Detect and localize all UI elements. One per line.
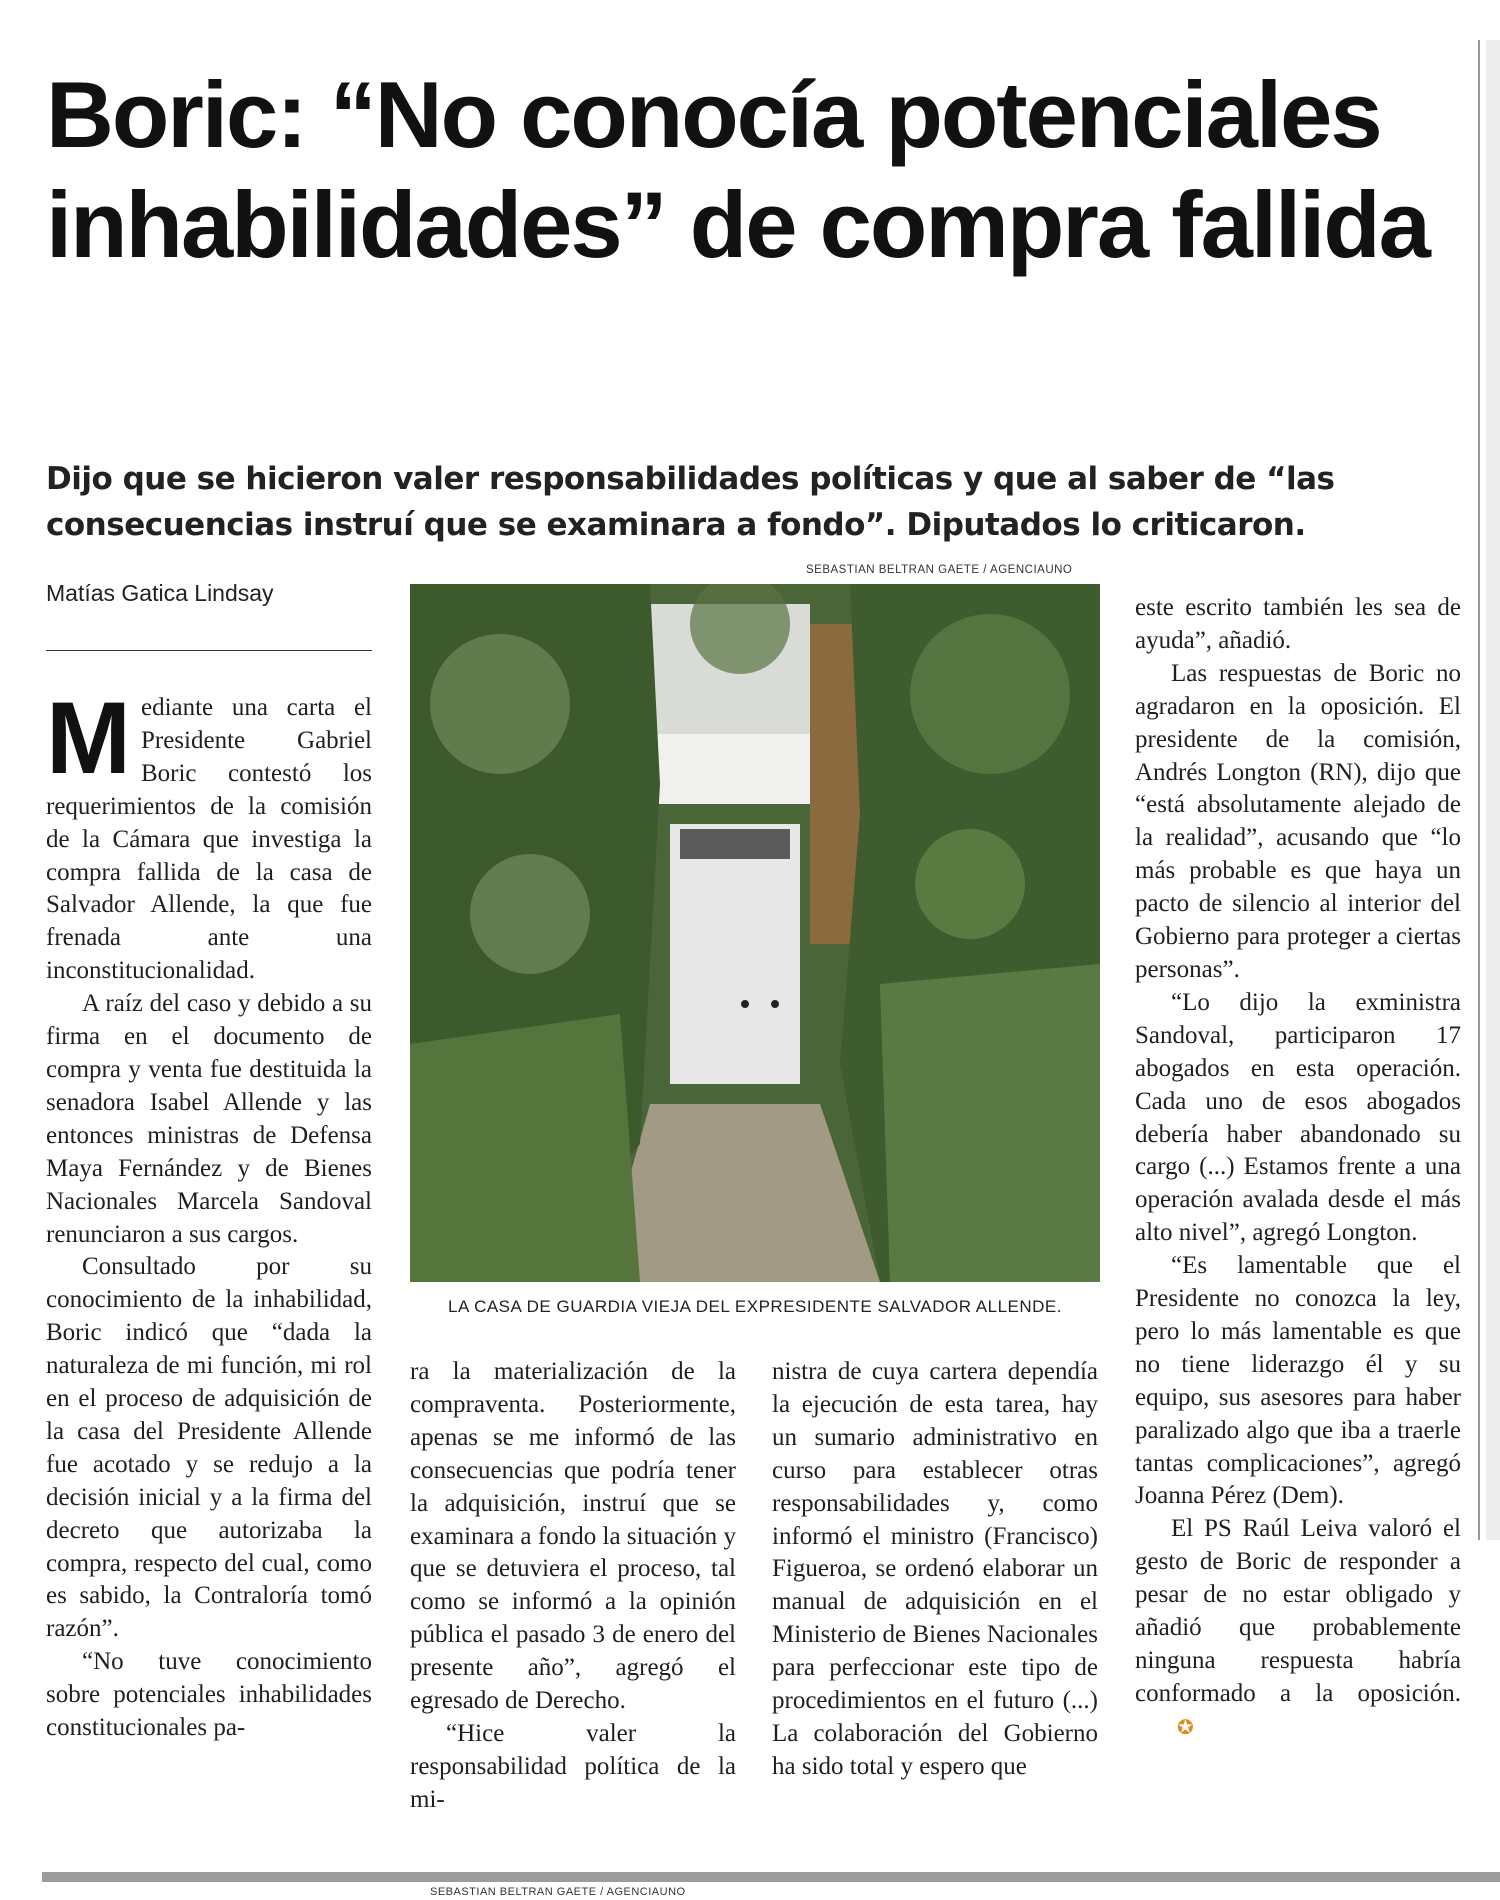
bottom-rule — [42, 1872, 1500, 1882]
byline-divider — [46, 650, 372, 651]
column-divider-rule — [1478, 40, 1480, 1540]
paragraph: “Es lamentable que el Presidente no conozca la ley, pero lo más lamentable es que no tiene liderazgo él y su equipo, sus asesores para haber paralizado algo que iba a traerle tantas complicaciones”, agregó Joanna Pérez (Dem). — [1135, 1252, 1461, 1510]
photo-caption: LA CASA DE GUARDIA VIEJA DEL EXPRESIDENTE SALVADOR ALLENDE. — [447, 1297, 1062, 1316]
paragraph-text: ediante una carta el Presidente Gabriel Boric contestó los requerimientos de la comisión de la Cámara que investiga la compra fallida de la casa de Salvador Allende, la que fue frenada ante una inconstitucionalidad. — [46, 694, 372, 985]
paragraph: nistra de cuya cartera dependía la ejecución de esta tarea, hay un sumario administrativo en curso para establecer otras responsabilidades y, como informó el ministro (Francisco) Figueroa, se ordenó elaborar un manual de adquisición en el Ministerio de Bienes Nacionales para perfeccionar este tipo de procedimientos en el futuro (...) La colaboración del Gobierno ha sido total y espero que — [772, 1358, 1098, 1780]
paragraph: “No tuve conocimiento sobre potenciales inhabilidades constitucionales pa- — [46, 1648, 372, 1742]
paragraph — [1135, 1513, 1461, 1744]
photo-credit: SEBASTIAN BELTRAN GAETE / AGENCIAUNO — [806, 564, 1073, 576]
headline: Boric: “No conocía potenciales inhabilidades” de compra fallida — [46, 62, 1429, 277]
house-photo — [410, 584, 1100, 1282]
house-photo-illustration — [410, 584, 1100, 1282]
paragraph: “Hice valer la responsabilidad política de la mi- — [410, 1719, 736, 1813]
article-column-3 — [772, 1356, 1098, 1784]
deck-subtitle: Dijo que se hicieron valer responsabilidades políticas y que al saber de “las consecuencias instruí que se examinara a fondo”. Diputados lo criticaron. — [46, 461, 1335, 543]
paragraph: Las respuestas de Boric no agradaron en la oposición. El presidente de la comisión, Andrés Longton (RN), dijo que “está absolutamente alejado de la realidad”, acusando que “lo más probable es que haya un pacto de silencio al interior del Gobierno para proteger a ciertas personas”. — [1135, 659, 1461, 983]
paragraph: A raíz del caso y debido a su firma en el documento de compra y venta fue destituida la senadora Isabel Allende y las entonces ministras de Defensa Maya Fernández y de Bienes Nacionales Marcela Sandoval renunciaron a sus cargos. — [46, 990, 372, 1248]
paragraph: este escrito también les sea de ayuda”, añadió. — [1135, 594, 1461, 654]
paragraph: Consultado por su conocimiento de la inhabilidad, Boric indicó que “dada la naturaleza de mi función, mi rol en el proceso de adquisición de la casa del Presidente Allende fue acotado y se redujo a la decisión inicial y a la firma del decreto que autorizaba la compra, respecto del cual, como es sabido, la Contraloría tomó razón”. — [46, 1253, 372, 1643]
page-edge-strip — [1486, 40, 1500, 1540]
paragraph: “Lo dijo la exministra Sandoval, participaron 17 abogados en esta operación. Cada uno de esos abogados debería haber abandonado su cargo (...) Estamos frente a una operación avalada desde el más alto nivel”, agregó Longton. — [1135, 988, 1461, 1247]
drop-cap: M — [46, 681, 131, 795]
article-column-1 — [46, 681, 372, 1745]
byline: Matías Gatica Lindsay — [46, 580, 274, 606]
article-column-2 — [410, 1356, 736, 1817]
bottom-photo-credit: SEBASTIAN BELTRAN GAETE / AGENCIAUNO — [430, 1886, 686, 1898]
article-column-4 — [1135, 592, 1461, 1745]
paragraph: ra la materialización de la compraventa. Posteriormente, apenas se me informó de las consecuencias que podría tener la adquisición, instruí que se examinara a fondo la situación y que se detuviera el proceso, tal como se informó a la opinión pública el pasado 3 de enero del presente año”, agregó el egresado de Derecho. — [410, 1358, 736, 1715]
paragraph — [46, 681, 372, 988]
paragraph-text: El PS Raúl Leiva valoró el gesto de Boric de responder a pesar de no estar obligado y añadió que probablemente ninguna respuesta habría conformado a la oposición. — [1135, 1515, 1461, 1707]
circle-star-icon: ✪ — [1177, 1716, 1194, 1739]
